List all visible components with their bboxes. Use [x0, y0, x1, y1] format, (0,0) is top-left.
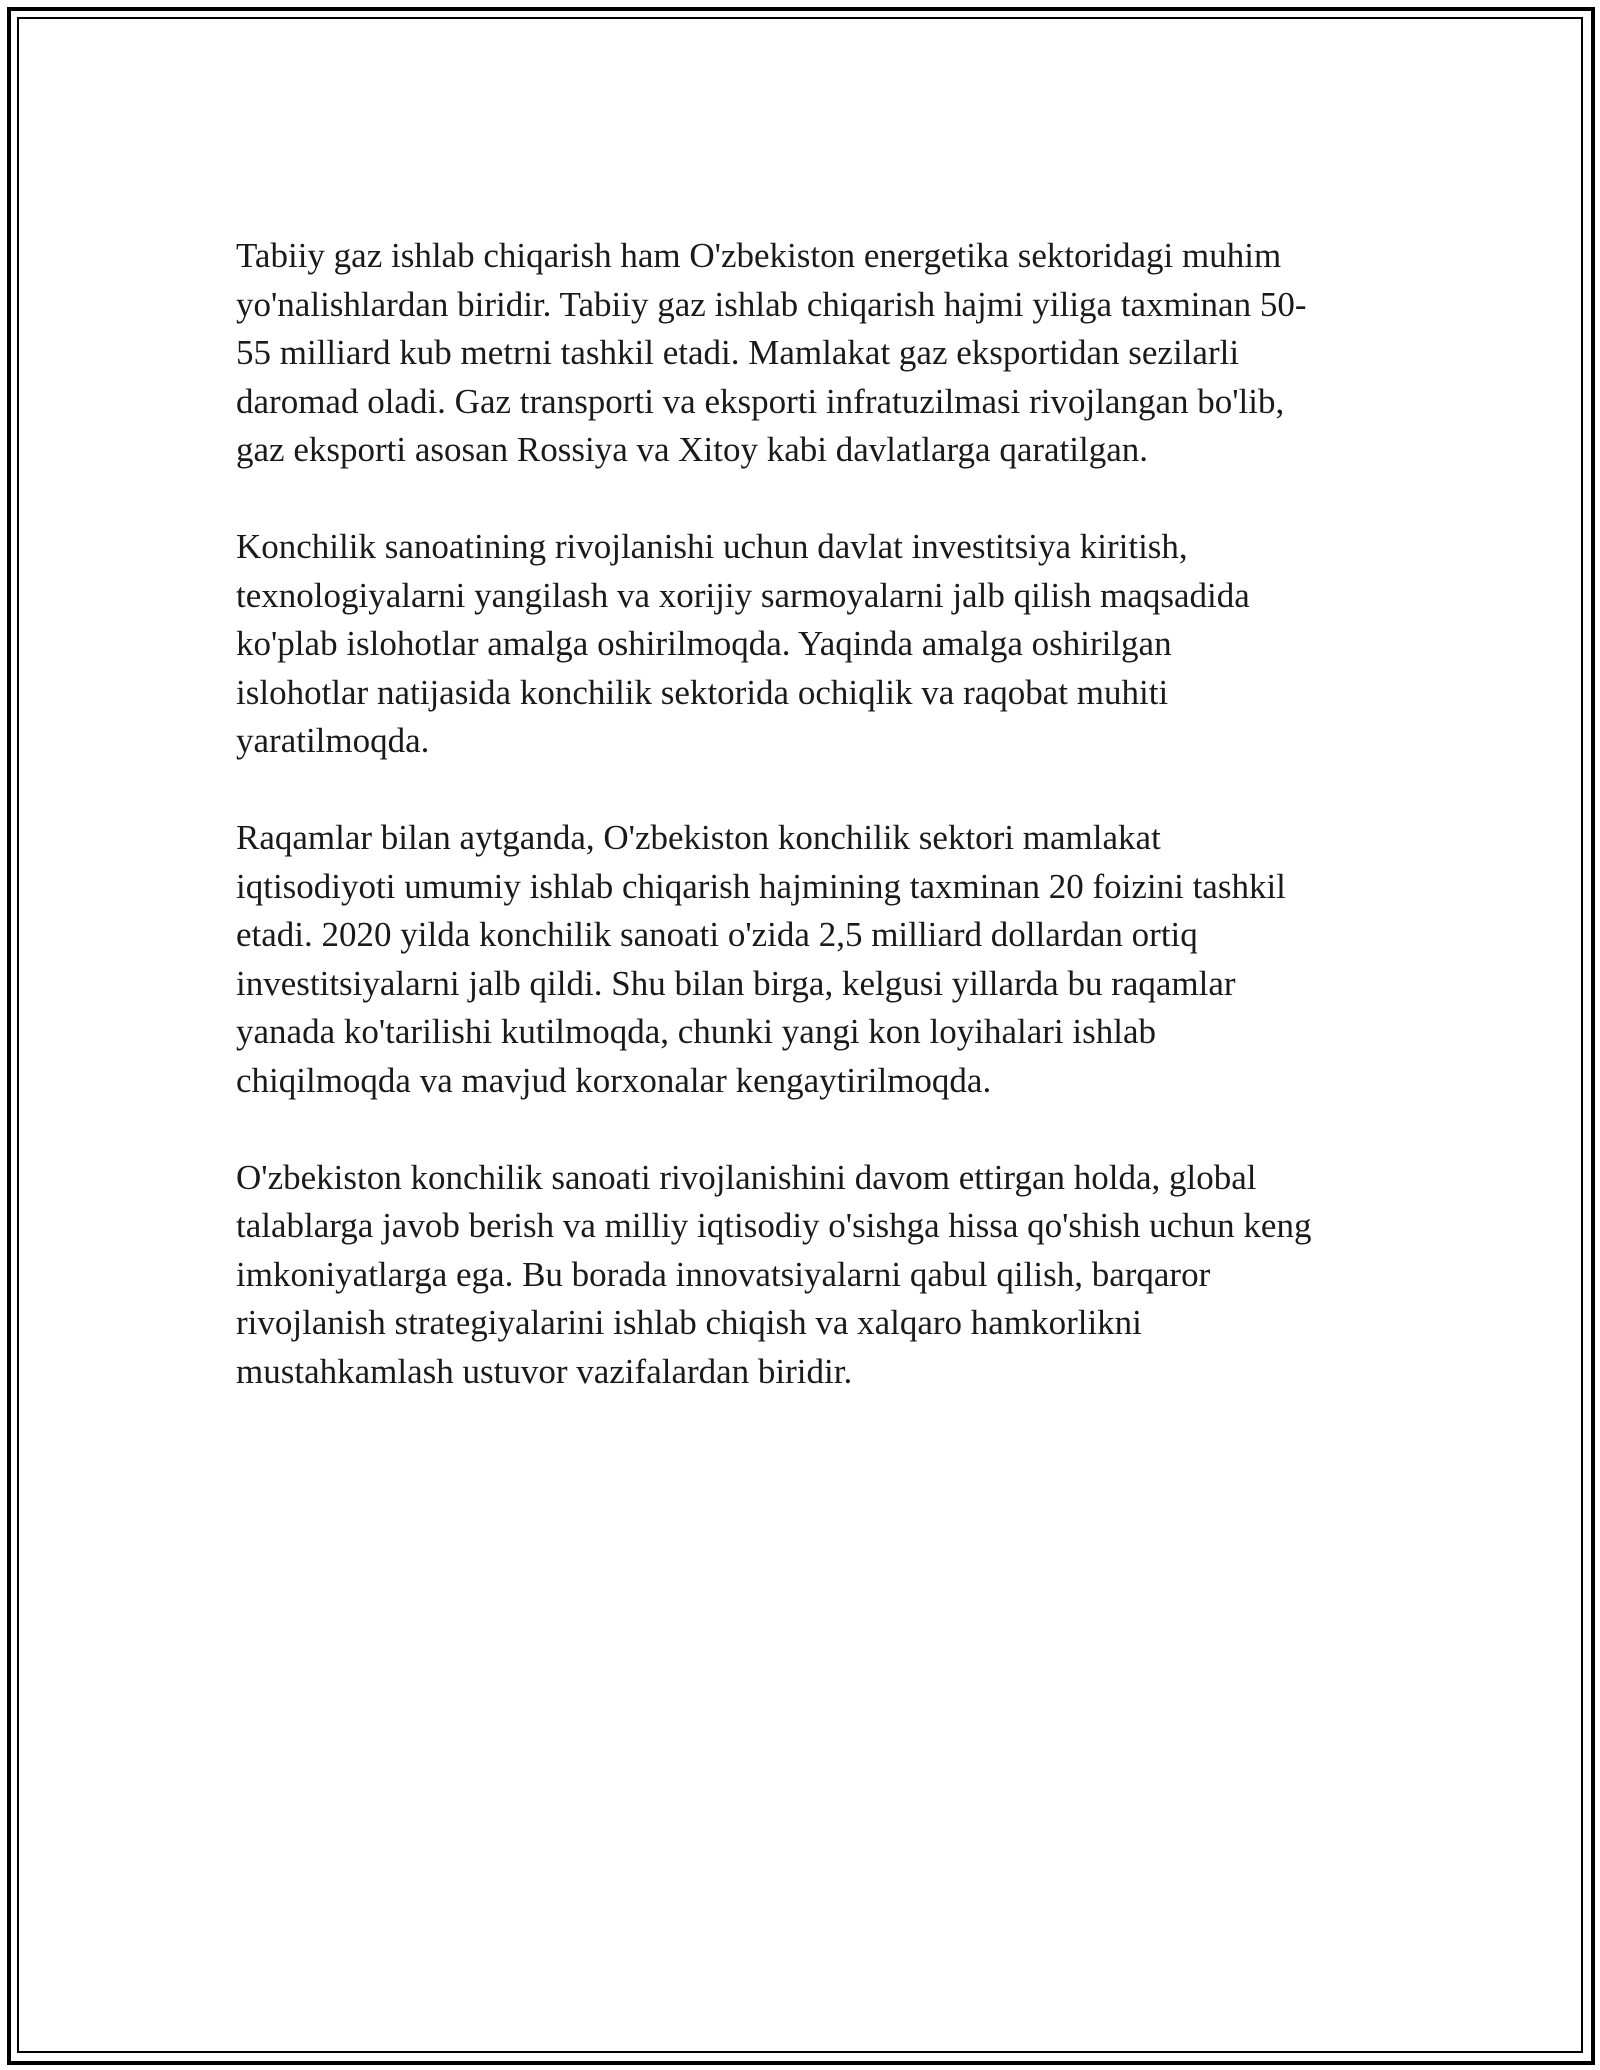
paragraph-mining-outlook: O'zbekiston konchilik sanoati rivojlanishini davom ettirgan holda, global talablarga javob berish va milliy iqtisodiy o'sishga hissa qo'shish uchun keng imkoniyatlarga ega. Bu borada innovatsiyalarni qabul qilish, barqaror rivojlanish strategiyalarini ishlab chiqish va xalqaro hamkorlikni mustahkamlash ustuvor vazifalardan biridir. [236, 1157, 1312, 1391]
paragraph-mining-figures: Raqamlar bilan aytganda, O'zbekiston konchilik sektori mamlakat iqtisodiyoti umumiy ishlab chiqarish hajmining taxminan 20 foizini tashkil etadi. 2020 yilda konchilik sanoati o'zida 2,5 milliard dollardan ortiq investitsiyalarni jalb qildi. Shu bilan birga, kelgusi yillarda bu raqamlar yanada ko'tarilishi kutilmoqda, chunki yangi kon loyihalari ishlab chiqilmoqda va mavjud korxonalar kengaytirilmoqda. [236, 818, 1286, 1100]
paragraph-mining-reforms: Konchilik sanoatining rivojlanishi uchun davlat investitsiya kiritish, texnologiyalarni yangilash va xorijiy sarmoyalarni jalb qilish maqsadida ko'plab islohotlar amalga oshirilmoqda. Yaqinda amalga oshirilgan islohotlar natijasida konchilik sektorida ochiqlik va raqobat muhiti yaratilmoqda. [236, 527, 1250, 760]
paragraph-natural-gas: Tabiiy gaz ishlab chiqarish ham O'zbekiston energetika sektoridagi muhim yo'nalishlardan biridir. Tabiiy gaz ishlab chiqarish hajmi yiliga taxminan 50- 55 milliard kub metrni tashkil etadi. Mamlakat gaz eksportidan sezilarli daromad oladi. Gaz transporti va eksporti infratuzilmasi rivojlangan bo'lib, gaz eksporti asosan Rossiya va Xitoy kabi davlatlarga qaratilgan. [236, 236, 1307, 469]
document-body [236, 232, 1376, 1445]
